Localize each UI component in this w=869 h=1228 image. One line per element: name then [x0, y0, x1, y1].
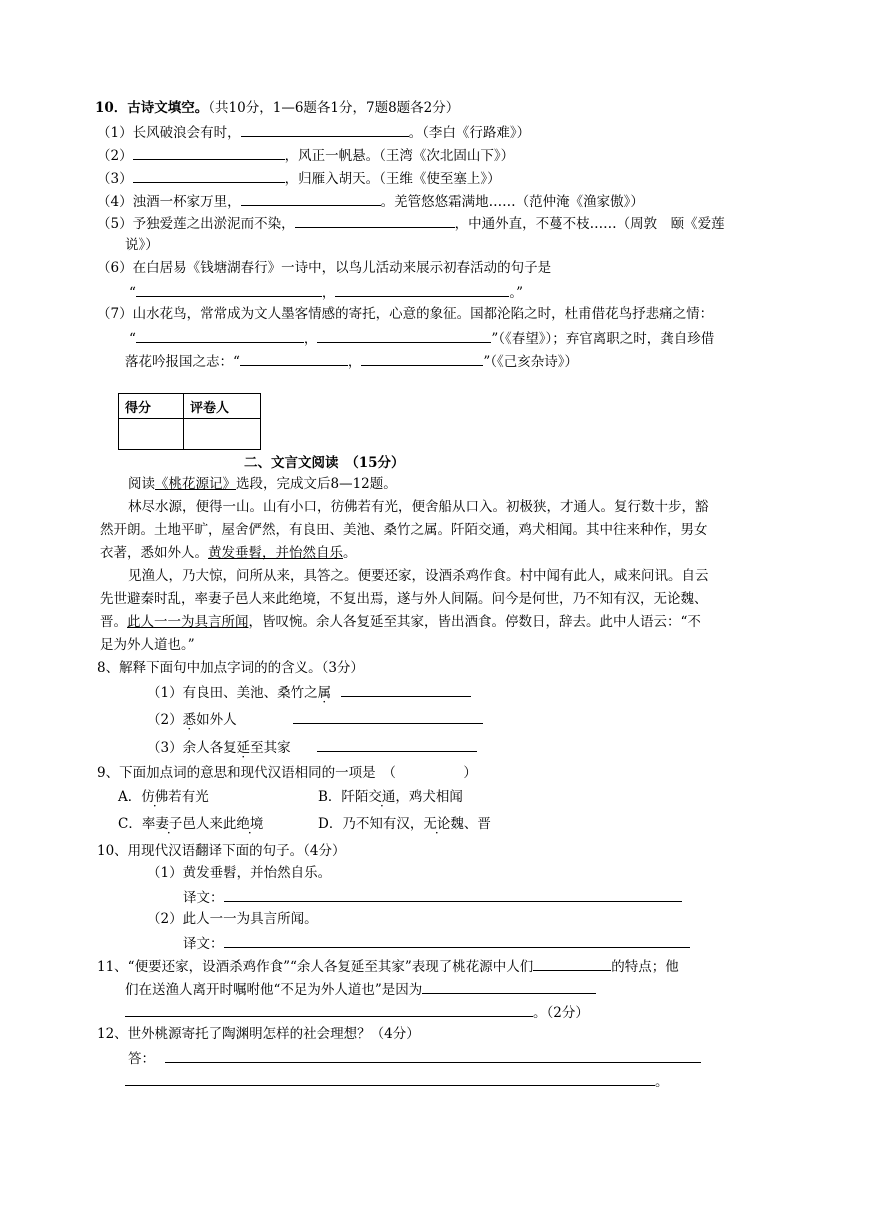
- passage-intro: [128, 475, 397, 493]
- p2-text-2: ，皆叹惋。余人各复延至其家，皆出酒食。停数日，辞去。此中人语云：“不: [248, 614, 701, 630]
- q8-item-3-text: （3）余人各复: [147, 740, 237, 756]
- q11-blank-3[interactable]: [125, 1002, 533, 1017]
- q6-text: （6）在白居易《钱塘湖春行》一诗中，以鸟儿活动来展示初春活动的句子是: [97, 260, 552, 276]
- q6-comma: ，: [321, 285, 336, 301]
- q8-item-2-num: （2）: [147, 712, 183, 728]
- q2-text: ，风正一帆悬。（王湾《次北固山下》）: [284, 148, 515, 164]
- q6-open-quote: “: [129, 285, 136, 301]
- q12-answer-label: 答：: [128, 1051, 155, 1067]
- q8-item-1-text: （1）有良田、美池、桑竹之: [147, 685, 318, 701]
- q9-a-dotted: 仿佛: [141, 789, 169, 805]
- q8-item-3-text-2: 至其家: [250, 740, 291, 756]
- q4-source: 。羌管悠悠霜满地……（范仲淹《渔家傲》）: [380, 194, 644, 210]
- section-1-heading: [95, 99, 459, 117]
- q11-text-1: 11、“便要还家，设酒杀鸡作食”“余人各复延至其家”表现了桃花源中人们: [97, 959, 534, 975]
- q6-line: [97, 259, 551, 277]
- q5-source: ，中通外直，不蔓不枝……（周敦 颐《爱莲: [454, 216, 725, 232]
- passage-p2-line-4: 足为外人道也。”: [100, 637, 195, 653]
- q4-blank[interactable]: [241, 191, 381, 206]
- q10-item-2: （2）此人一一为具言所闻。: [147, 911, 318, 927]
- q11-text-3: 们在送渔人离开时嘱咐他“不足为外人道也”是因为: [125, 982, 423, 998]
- q1-line: [97, 122, 530, 142]
- q10-stem: 10、用现代汉语翻译下面的句子。（4分）: [97, 843, 346, 859]
- q3-line: [97, 168, 501, 188]
- q12-blank-2[interactable]: [125, 1071, 655, 1086]
- section-1-title: 10．古诗文填空。: [95, 100, 209, 116]
- q3-num: （3）: [97, 171, 133, 187]
- q12-answer-line-1: [128, 1048, 701, 1068]
- q3-blank[interactable]: [133, 168, 285, 183]
- q2-num: （2）: [97, 148, 133, 164]
- q12-blank-1[interactable]: [165, 1048, 701, 1063]
- q10-item-1: （1）黄发垂髫，并怡然自乐。: [147, 865, 332, 881]
- q9-option-c[interactable]: [118, 815, 263, 833]
- q7-source: ”（《春望》）；弃官离职之时，龚自珍借: [491, 331, 715, 347]
- q9-d-dotted: 无论: [423, 816, 451, 832]
- q11-text-2: 的特点；他: [611, 959, 679, 975]
- q9-b-text-2: ，鸡犬相闻: [395, 789, 463, 805]
- q11-line-2: [125, 979, 596, 999]
- q9-c-dotted-2: 绝境: [236, 816, 264, 832]
- q5-blank[interactable]: [295, 213, 455, 228]
- q7-text: （7）山水花鸟，常常成为文人墨客情感的寄托，心意的象征。国都沦陷之时，杜甫借花鸟抒悲痛之情：: [97, 306, 714, 322]
- q11-points: 。（2分）: [533, 1005, 589, 1021]
- q11-line-1: [97, 956, 679, 976]
- q4-text: （4）浊酒一杯家万里，: [97, 194, 241, 210]
- q9-option-a[interactable]: [118, 788, 209, 806]
- q10-translation-label-2: 译文：: [183, 936, 224, 952]
- q7-line: [97, 305, 713, 323]
- intro-text: 阅读: [128, 476, 155, 492]
- q12-end: 。: [655, 1074, 669, 1090]
- q5-text: （5）予独爱莲之出淤泥而不染，: [97, 216, 295, 232]
- score-cell[interactable]: [119, 419, 184, 450]
- q7-open-quote: “: [129, 331, 136, 347]
- p1-text: 衣著，悉如外人。: [100, 545, 208, 561]
- q8-item-2-text: 如外人: [196, 712, 237, 728]
- q8-blank-3[interactable]: [317, 737, 477, 752]
- q7-blank-1[interactable]: [136, 328, 304, 343]
- q8-blank-1[interactable]: [341, 682, 471, 697]
- p2-underlined: 此人一一为具言所闻: [127, 614, 249, 630]
- q9-option-d[interactable]: [318, 815, 491, 833]
- grader-cell[interactable]: [184, 419, 261, 450]
- passage-p2-line-1: 见渔人，乃大惊，问所从来，具答之。便要还家，设酒杀鸡作食。村中闻有此人，咸来问讯。自云: [128, 568, 709, 584]
- q1-text: （1）长风破浪会有时，: [97, 125, 241, 141]
- q4-line: [97, 191, 644, 211]
- q8-stem: 8、解释下面句中加点字词的的含义。（3分）: [97, 660, 364, 676]
- score-table: [118, 393, 261, 450]
- q9-b-dotted: 交通: [368, 789, 396, 805]
- q9-d-text-2: 魏、晋: [450, 816, 491, 832]
- q9-a-text: 若有光: [168, 789, 209, 805]
- q9-b-text: B．阡陌: [318, 789, 369, 805]
- q10-blank-1[interactable]: [224, 887, 682, 902]
- q2-line: [97, 145, 514, 165]
- q11-blank-2[interactable]: [422, 979, 596, 994]
- q12-stem: 12、世外桃源寄托了陶渊明怎样的社会理想？（4分）: [97, 1026, 420, 1042]
- q9-d-text: D．乃不知有汉，: [318, 816, 424, 832]
- q1-blank[interactable]: [241, 122, 409, 137]
- q8-item-3: [147, 737, 477, 757]
- q10-translation-1: [183, 887, 682, 907]
- q8-item-2-dotted: 悉: [182, 712, 197, 728]
- section-2-title: 二、文言文阅读 （15分）: [244, 455, 405, 471]
- q6-blank-1[interactable]: [136, 282, 322, 297]
- passage-p1-line-1: 林尽水源，便得一山。山有小口，彷佛若有光，便舍船从口入。初极狭，才通人。复行数十步，豁: [128, 499, 709, 515]
- q6-answer-line: [129, 282, 523, 302]
- passage-p1-line-2: 然开朗。土地平旷，屋舍俨然，有良田、美池、桑竹之属。阡陌交通，鸡犬相闻。其中往来种作，男女: [100, 522, 708, 538]
- q6-close-quote: 。”: [509, 285, 524, 301]
- q10-blank-2[interactable]: [224, 933, 690, 948]
- q7-blank-4[interactable]: [361, 351, 483, 366]
- q3-text: ，归雁入胡天。（王维《使至塞上》）: [284, 171, 501, 187]
- q9-c-dotted: 妻子: [155, 816, 183, 832]
- q8-blank-2[interactable]: [293, 709, 483, 724]
- q12-answer-line-2: [125, 1071, 669, 1091]
- q5-source-end: 说》）: [125, 237, 159, 253]
- q10-translation-2: [183, 933, 690, 953]
- q7-blank-2[interactable]: [317, 328, 491, 343]
- q6-blank-2[interactable]: [335, 282, 509, 297]
- q5-line: [97, 213, 725, 233]
- q1-source: 。（李白《行路难》）: [408, 125, 531, 141]
- score-header: 得分: [119, 394, 184, 419]
- q8-item-3-dotted: 延: [236, 740, 251, 756]
- q9-c-text: C．率: [118, 816, 156, 832]
- q7-source-2: ”（《己亥杂诗》）: [483, 354, 579, 370]
- q7-comma: ，: [303, 331, 318, 347]
- q9-stem: 9、下面加点词的意思和现代汉语相同的一项是 （ ）: [97, 765, 477, 781]
- section-1-note: （共10分，1—6题各1分，7题8题各2分）: [208, 100, 460, 116]
- q8-item-2: [147, 709, 483, 729]
- q9-option-b[interactable]: [318, 788, 463, 806]
- q7-line-2: [129, 328, 714, 348]
- q11-blank-1[interactable]: [533, 956, 611, 971]
- intro-text-2: 选段，完成文后8—12题。: [236, 476, 397, 492]
- p1-end: 。: [343, 545, 357, 561]
- q8-item-1-dotted: 属: [317, 685, 332, 701]
- q7-blank-3[interactable]: [240, 351, 348, 366]
- passage-p1-line-3: [100, 544, 357, 562]
- q11-line-3: [125, 1002, 589, 1022]
- q2-blank[interactable]: [133, 145, 285, 160]
- q10-translation-label-1: 译文：: [183, 890, 224, 906]
- q7-line-3: [125, 351, 578, 371]
- intro-title: 《桃花源记》: [155, 476, 236, 492]
- q5-line-2: [125, 236, 159, 254]
- q9-a-label: A．: [118, 789, 142, 805]
- passage-p2-line-3: [100, 613, 701, 631]
- grader-header: 评卷人: [184, 394, 261, 419]
- q8-item-1: [147, 682, 471, 702]
- p2-text: 晋。: [100, 614, 127, 630]
- p1-underlined: 黄发垂髫，并怡然自乐: [208, 545, 343, 561]
- q7-text-3: 落花吟报国之志：“: [125, 354, 240, 370]
- passage-p2-line-2: 先世避秦时乱，率妻子邑人来此绝境，不复出焉，遂与外人间隔。问今是何世，乃不知有汉，无论魏、: [100, 591, 708, 607]
- q7-comma-2: ，: [347, 354, 362, 370]
- q9-c-text-2: 邑人来此: [182, 816, 237, 832]
